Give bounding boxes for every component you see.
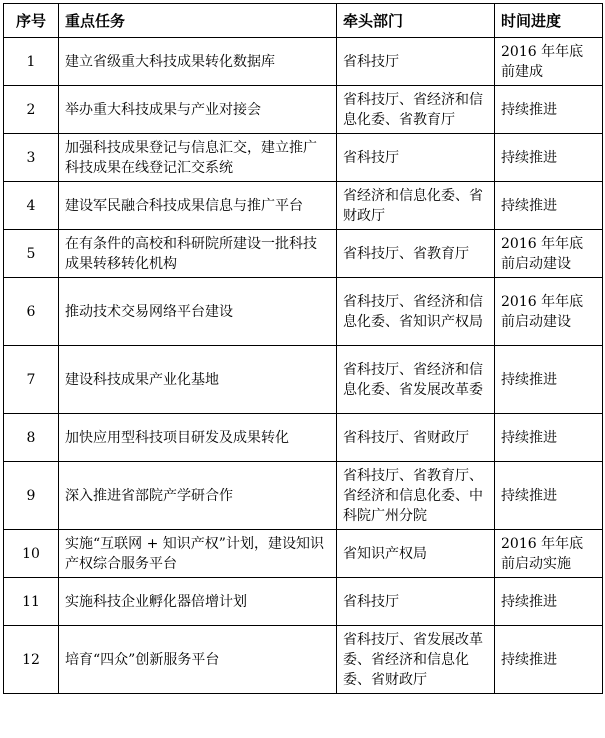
table-row: [4, 134, 603, 182]
row-number: 7: [4, 346, 59, 414]
task-cell: 建立省级重大科技成果转化数据库: [59, 38, 337, 86]
header-time: 时间进度: [495, 4, 603, 38]
time-cell: 持续推进: [495, 626, 603, 694]
table-row: [4, 346, 603, 414]
task-cell: 在有条件的高校和科研院所建设一批科技成果转移转化机构: [59, 230, 337, 278]
dept-cell: 省科技厅、省经济和信息化委、省发展改革委: [337, 346, 495, 414]
time-cell: 持续推进: [495, 346, 603, 414]
task-cell: 加强科技成果登记与信息汇交，建立推广科技成果在线登记汇交系统: [59, 134, 337, 182]
table-row: [4, 414, 603, 462]
time-cell: 2016 年年底前建成: [495, 38, 603, 86]
table-row: [4, 182, 603, 230]
dept-cell: 省科技厅: [337, 38, 495, 86]
header-dept: 牵头部门: [337, 4, 495, 38]
row-number: 11: [4, 578, 59, 626]
row-number: 6: [4, 278, 59, 346]
table-row: [4, 462, 603, 530]
time-cell: 持续推进: [495, 414, 603, 462]
dept-cell: 省科技厅、省经济和信息化委、省知识产权局: [337, 278, 495, 346]
dept-cell: 省知识产权局: [337, 530, 495, 578]
header-row: [4, 4, 603, 38]
dept-cell: 省科技厅: [337, 578, 495, 626]
row-number: 9: [4, 462, 59, 530]
task-cell: 建设科技成果产业化基地: [59, 346, 337, 414]
table-row: [4, 86, 603, 134]
row-number: 5: [4, 230, 59, 278]
time-cell: 持续推进: [495, 462, 603, 530]
table-row: [4, 530, 603, 578]
table-row: [4, 578, 603, 626]
dept-cell: 省科技厅、省教育厅: [337, 230, 495, 278]
table-row: [4, 230, 603, 278]
table-row: [4, 38, 603, 86]
time-cell: 持续推进: [495, 578, 603, 626]
row-number: 12: [4, 626, 59, 694]
time-cell: 持续推进: [495, 182, 603, 230]
task-cell: 举办重大科技成果与产业对接会: [59, 86, 337, 134]
time-cell: 持续推进: [495, 86, 603, 134]
dept-cell: 省科技厅、省经济和信息化委、省教育厅: [337, 86, 495, 134]
task-cell: 培育“四众”创新服务平台: [59, 626, 337, 694]
row-number: 4: [4, 182, 59, 230]
task-cell: 推动技术交易网络平台建设: [59, 278, 337, 346]
dept-cell: 省科技厅、省教育厅、省经济和信息化委、中科院广州分院: [337, 462, 495, 530]
dept-cell: 省科技厅: [337, 134, 495, 182]
task-cell: 实施“互联网 + 知识产权”计划，建设知识产权综合服务平台: [59, 530, 337, 578]
time-cell: 2016 年年底前启动建设: [495, 278, 603, 346]
task-cell: 建设军民融合科技成果信息与推广平台: [59, 182, 337, 230]
dept-cell: 省科技厅、省发展改革委、省经济和信息化委、省财政厅: [337, 626, 495, 694]
row-number: 3: [4, 134, 59, 182]
header-no: 序号: [4, 4, 59, 38]
task-table: [3, 3, 603, 694]
table-row: [4, 626, 603, 694]
table-row: [4, 278, 603, 346]
row-number: 1: [4, 38, 59, 86]
time-cell: 2016 年年底前启动实施: [495, 530, 603, 578]
row-number: 10: [4, 530, 59, 578]
dept-cell: 省经济和信息化委、省财政厅: [337, 182, 495, 230]
dept-cell: 省科技厅、省财政厅: [337, 414, 495, 462]
row-number: 2: [4, 86, 59, 134]
task-cell: 实施科技企业孵化器倍增计划: [59, 578, 337, 626]
header-task: 重点任务: [59, 4, 337, 38]
time-cell: 持续推进: [495, 134, 603, 182]
task-cell: 加快应用型科技项目研发及成果转化: [59, 414, 337, 462]
row-number: 8: [4, 414, 59, 462]
task-cell: 深入推进省部院产学研合作: [59, 462, 337, 530]
time-cell: 2016 年年底前启动建设: [495, 230, 603, 278]
